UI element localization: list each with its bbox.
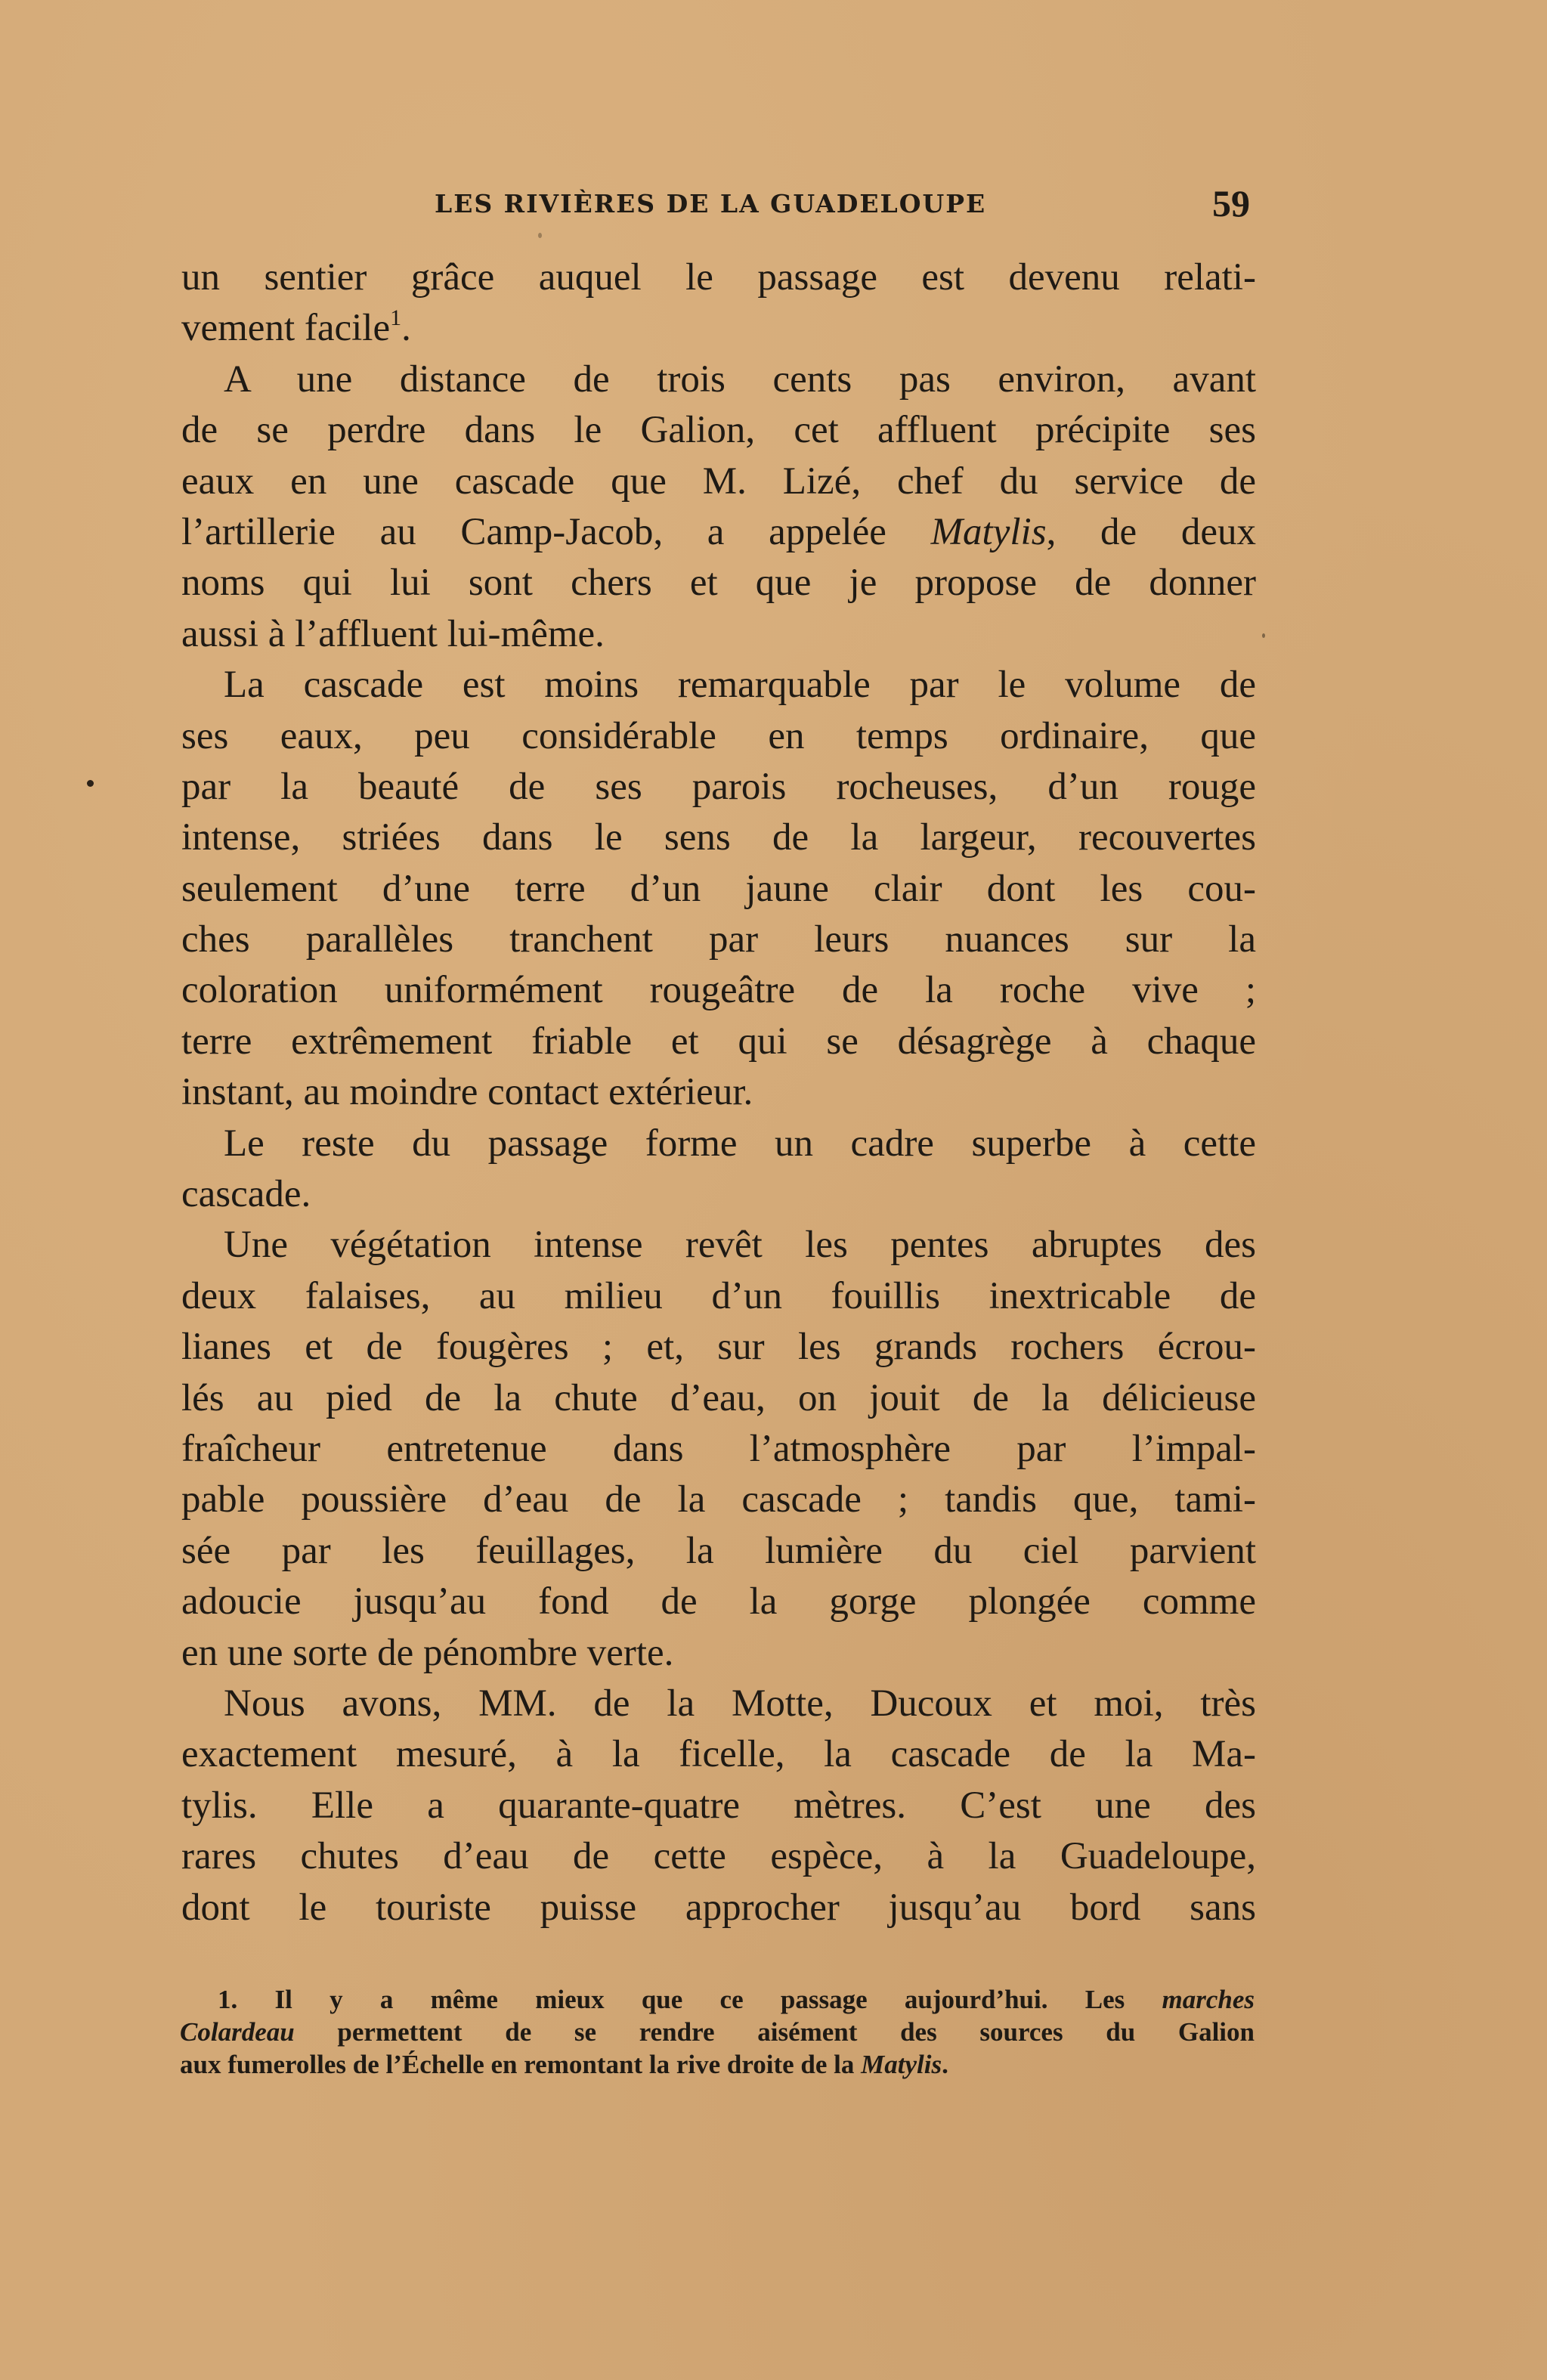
text-line: Nous avons, MM. de la Motte, Ducoux et moi, très	[224, 1682, 1256, 1725]
text-segment: vement facile	[181, 307, 391, 350]
text-line: eaux en une cascade que M. Lizé, chef du service de	[181, 460, 1256, 503]
text-segment: aux fumerolles de l’Échelle en remontant la rive droite de la	[180, 2050, 862, 2079]
text-line: Le reste du passage forme un cadre superbe à cette	[224, 1122, 1256, 1165]
text-line: ses eaux, peu considérable en temps ordinaire, que	[181, 714, 1256, 757]
body-text	[181, 252, 1256, 1933]
text-line: fraîcheur entretenue dans l’atmosphère par l’impal-	[181, 1427, 1256, 1470]
running-head	[0, 182, 1547, 224]
text-line: aussi à l’affluent lui-même.	[181, 612, 605, 655]
text-line: seulement d’une terre d’un jaune clair dont les cou-	[181, 867, 1256, 910]
text-line: lés au pied de la chute d’eau, on jouit de la délicieuse	[181, 1376, 1256, 1419]
footnote-line	[180, 2048, 1255, 2081]
text-line: Une végétation intense revêt les pentes abruptes des	[224, 1224, 1256, 1267]
paper-speck	[1262, 633, 1265, 638]
italic-name: Matylis	[861, 2050, 942, 2079]
text-line: lianes et de fougères ; et, sur les grands rochers écrou-	[181, 1326, 1256, 1369]
text-line: intense, striées dans le sens de la largeur, recouvertes	[181, 816, 1256, 859]
text-line: pable poussière d’eau de la cascade ; tandis que, tami-	[181, 1478, 1256, 1521]
text-line: tylis. Elle a quarante-quatre mètres. C’est une des	[181, 1784, 1256, 1827]
text-segment: .	[942, 2050, 948, 2079]
text-segment: l’artillerie au Camp-Jacob, a appelée	[181, 510, 931, 553]
text-line: deux falaises, au milieu d’un fouillis inextricable de	[181, 1274, 1256, 1317]
text-line: en une sorte de pénombre verte.	[181, 1631, 674, 1674]
text-segment: , de deux	[1046, 510, 1256, 553]
text-line: par la beauté de ses parois rocheuses, d’un rouge	[181, 765, 1256, 808]
footnote	[180, 1983, 1255, 2081]
page-number: 59	[1212, 182, 1250, 224]
text-line: ches parallèles tranchent par leurs nuances sur la	[181, 918, 1256, 961]
text-line	[181, 507, 1256, 558]
footnote-marker: 1	[390, 305, 402, 331]
italic-name: Matylis	[930, 510, 1047, 553]
text-line: rares chutes d’eau de cette espèce, à la Guadeloupe,	[181, 1835, 1256, 1878]
paper-speck	[87, 780, 94, 787]
text-line: adoucie jusqu’au fond de la gorge plongée comme	[181, 1580, 1256, 1623]
text-line: exactement mesuré, à la ficelle, la cascade de la Ma-	[181, 1733, 1256, 1776]
text-segment: 1. Il y a même mieux que ce passage aujourd’hui. Les	[218, 1985, 1162, 2014]
text-line: sée par les feuillages, la lumière du ciel parvient	[181, 1529, 1256, 1572]
running-title: LES RIVIÈRES DE LA GUADELOUPE	[435, 189, 987, 218]
text-line: noms qui lui sont chers et que je propose de donner	[181, 562, 1256, 605]
paper-speck	[538, 233, 542, 238]
text-segment: permettent de se rendre aisément des sources du Galion	[294, 2017, 1255, 2047]
footnote-line	[180, 1983, 1255, 2016]
text-line: cascade.	[181, 1173, 311, 1216]
text-line: A une distance de trois cents pas environ, avant	[224, 357, 1256, 401]
text-line: coloration uniformément rougeâtre de la roche vive ;	[181, 969, 1256, 1012]
italic-term: marches	[1162, 1985, 1255, 2014]
text-line: instant, au moindre contact extérieur.	[181, 1071, 753, 1114]
text-line	[181, 303, 1256, 354]
text-line: terre extrêmement friable et qui se désagrège à chaque	[181, 1020, 1256, 1063]
text-line: dont le touriste puisse approcher jusqu’au bord sans	[181, 1886, 1256, 1929]
text-segment: .	[401, 307, 411, 350]
italic-term: Colardeau	[180, 2017, 295, 2047]
text-line: de se perdre dans le Galion, cet affluent précipite ses	[181, 409, 1256, 452]
text-line: un sentier grâce auquel le passage est devenu relati-	[181, 256, 1256, 299]
footnote-line	[180, 2016, 1255, 2048]
text-line: La cascade est moins remarquable par le volume de	[224, 664, 1256, 707]
